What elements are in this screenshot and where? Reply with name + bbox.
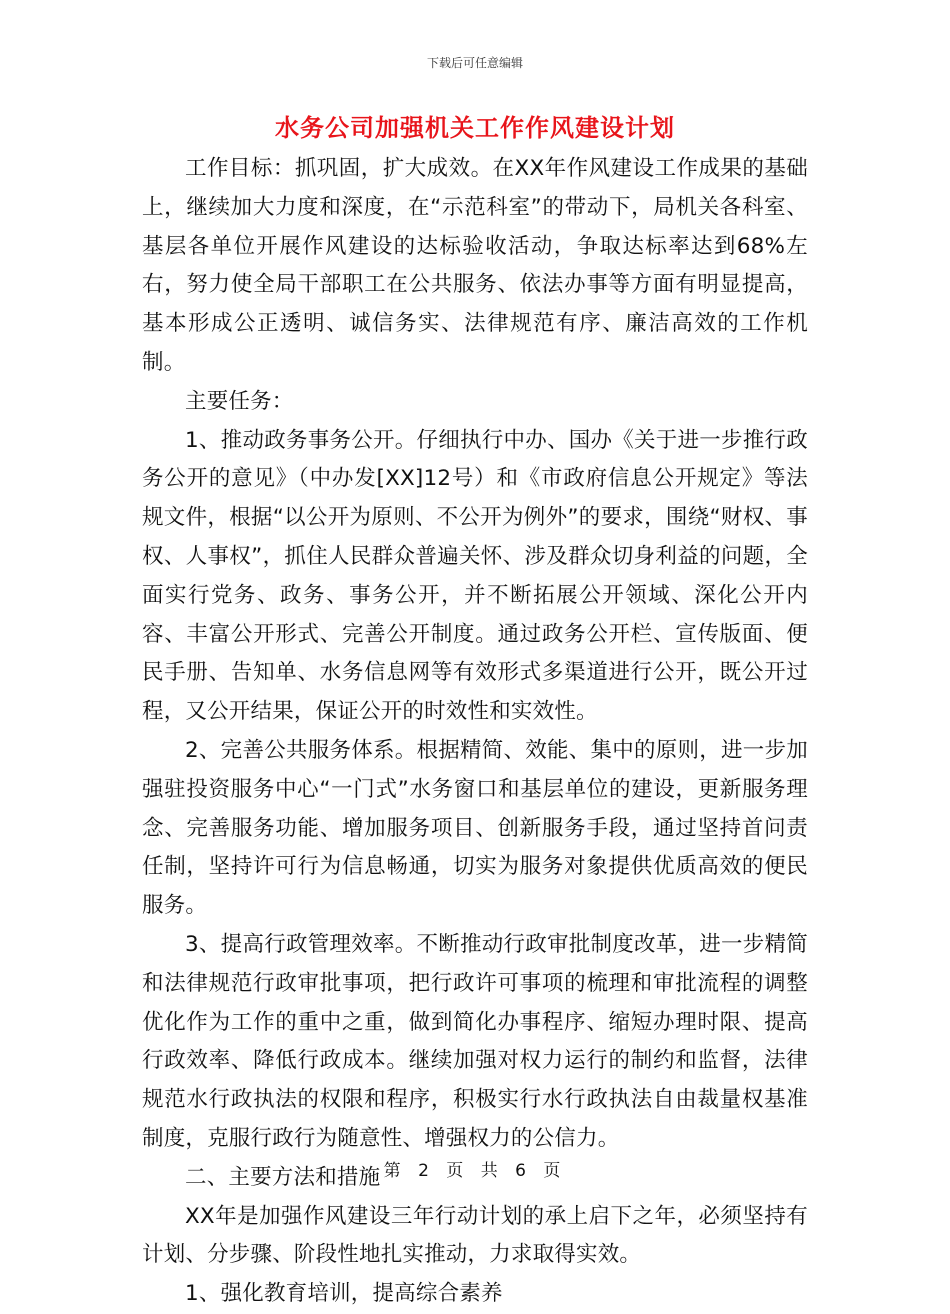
- paragraph-section-2-heading: 二、主要方法和措施: [185, 1164, 381, 1190]
- paragraph-section-2-intro: XX年是加强作风建设三年行动计划的承上启下之年，必须坚持有计划、分步骤、阶段性地扎实推动，力求取得实效。: [142, 1203, 808, 1268]
- document-title: 水务公司加强机关工作作风建设计划: [275, 114, 675, 142]
- paragraph-task-2: 2、完善公共服务体系。根据精简、效能、集中的原则，进一步加强驻投资服务中心“一门式”水务窗口和基层单位的建设，更新服务理念、完善服务功能、增加服务项目、创新服务手段，通过坚持首问责任制，坚持许可行为信息畅通，切实为服务对象提供优质高效的便民服务。: [142, 737, 808, 919]
- paragraph-task-3: 3、提高行政管理效率。不断推动行政审批制度改革，进一步精简和法律规范行政审批事项，把行政许可事项的梳理和审批流程的调整优化作为工作的重中之重，做到简化办事程序、缩短办理时限、提高行政效率、降低行政成本。继续加强对权力运行的制约和监督，法律规范水行政执法的权限和程序，积极实行水行政执法自由裁量权基准制度，克服行政行为随意性、增强权力的公信力。: [142, 931, 808, 1151]
- paragraph-work-goal: 工作目标：抓巩固，扩大成效。在XX年作风建设工作成果的基础上，继续加大力度和深度，在“示范科室”的带动下，局机关各科室、基层各单位开展作风建设的达标验收活动，争取达标率达到68%左右，努力使全局干部职工在公共服务、依法办事等方面有明显提高，基本形成公正透明、诚信务实、法律规范有序、廉洁高效的工作机制。: [142, 156, 808, 375]
- page-number: 第 2 页 共 6 页: [383, 1161, 567, 1181]
- header-note: 下载后可任意编辑: [426, 56, 523, 70]
- paragraph-task-1: 1、推动政务事务公开。仔细执行中办、国办《关于进一步推行政务公开的意见》（中办发[XX]12号）和《市政府信息公开规定》等法规文件，根据“以公开为原则、不公开为例外”的要求，围绕“财权、事权、人事权”，抓住人民群众普遍关怀、涉及群众切身利益的问题，全面实行党务、政务、事务公开，并不断拓展公开领域、深化公开内容、丰富公开形式、完善公开制度。通过政务公开栏、宣传版面、便民手册、告知单、水务信息网等有效形式多渠道进行公开，既公开过程，又公开结果，保证公开的时效性和实效性。: [142, 427, 808, 725]
- document-body: [142, 150, 808, 1314]
- paragraph-main-tasks-heading: 主要任务：: [185, 388, 294, 414]
- paragraph-measure-1: 1、强化教育培训，提高综合素养: [185, 1281, 503, 1307]
